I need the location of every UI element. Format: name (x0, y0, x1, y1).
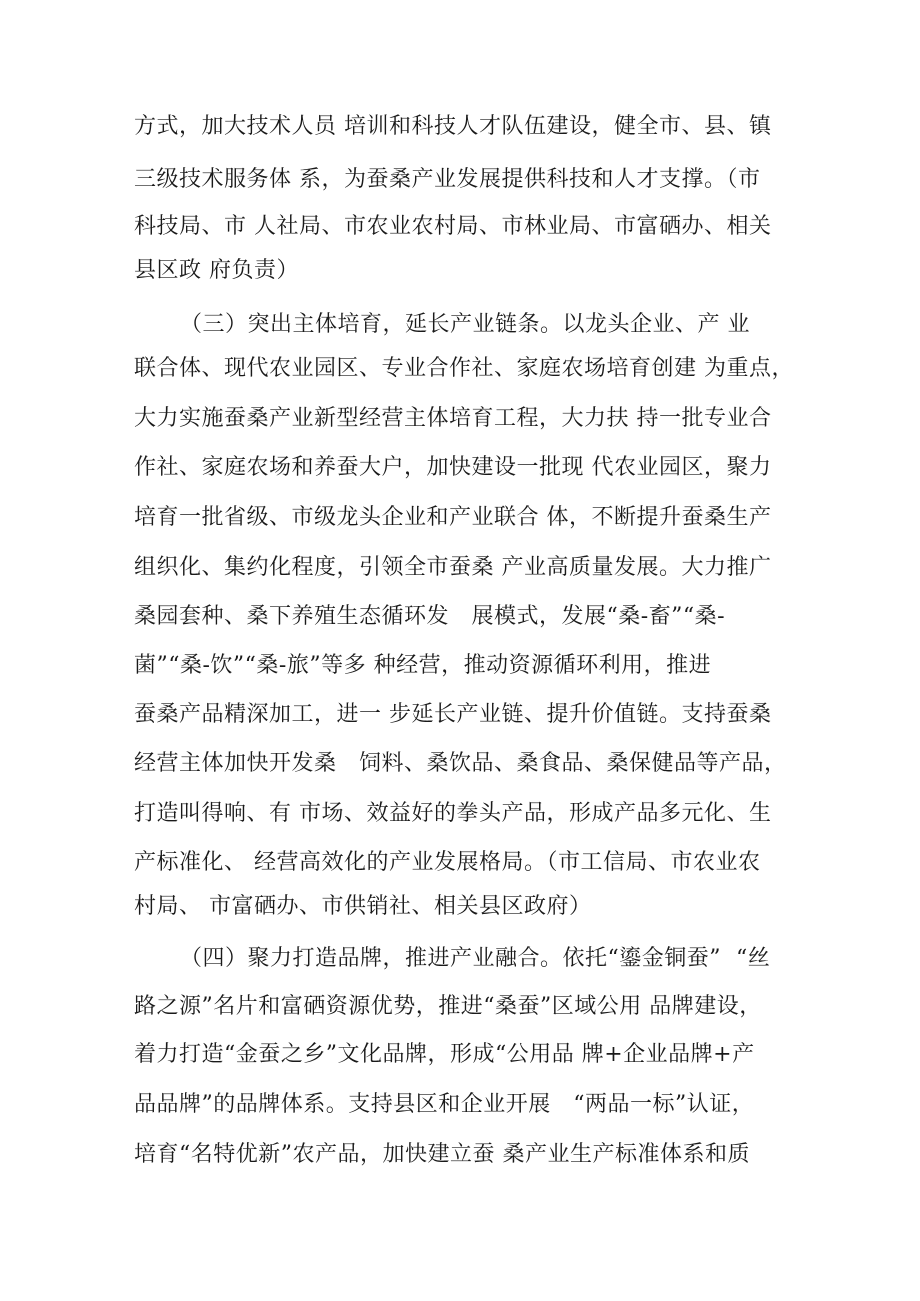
text-line-16: 产标准化、 经营高效化的产业发展格局。（市工信局、市农业农 (134, 850, 761, 875)
text-line-8: 作社、家庭农场和养蚕大户，加快建设一批现 代农业园区，聚力 (134, 455, 772, 480)
text-line-4: 县区政 府负责） (134, 258, 299, 283)
text-line-19: 路之源”名片和富硒资源优势，推进“桑蚕”区域公用 品牌建设， (134, 994, 762, 1019)
text-line-5: （三）突出主体培育，延长产业链条。以龙头企业、产 业 (180, 312, 750, 337)
text-line-9: 培育一批省级、市级龙头企业和产业联合 体，不断提升蚕桑生产 (134, 505, 772, 530)
text-line-7: 大力实施蚕桑产业新型经营主体培育工程，大力扶 持一批专业合 (134, 406, 772, 431)
text-line-6: 联合体、现代农业园区、专业合作社、家庭农场培育创建 为重点， (134, 356, 794, 381)
text-line-10: 组织化、集约化程度，引领全市蚕桑 产业高质量发展。大力推广 (134, 555, 772, 580)
text-line-22: 培育“名特优新”农产品，加快建立蚕 桑产业生产标准体系和质 (134, 1142, 750, 1167)
text-line-21: 品品牌”的品牌体系。支持县区和企业开展 “两品一标”认证， (134, 1092, 755, 1117)
text-line-18: （四）聚力打造品牌，推进产业融合。依托“鎏金铜蚕” “丝 (180, 946, 771, 971)
text-line-12: 菌”“桑-饮”“桑-旅”等多 种经营，推动资源循环利用，推进 (134, 653, 712, 678)
text-line-11: 桑园套种、桑下养殖生态循环发 展模式，发展“桑-畜”“桑- (134, 604, 726, 629)
text-line-3: 科技局、市 人社局、市农业农村局、市林业局、市富硒办、相关 (134, 214, 772, 239)
text-line-1: 方式，加大技术人员 培训和科技人才队伍建设，健全市、县、镇 (134, 114, 772, 139)
text-line-15: 打造叫得响、有 市场、效益好的拳头产品，形成产品多元化、生 (134, 801, 772, 826)
text-line-2: 三级技术服务体 系，为蚕桑产业发展提供科技和人才支撑。（市 (134, 167, 761, 192)
text-line-14: 经营主体加快开发桑 饲料、桑饮品、桑食品、桑保健品等产品， (134, 751, 787, 776)
text-line-17: 村局、 市富硒办、市供销社、相关县区政府） (134, 894, 592, 919)
text-line-13: 蚕桑产品精深加工，进一 步延长产业链、提升价值链。支持蚕桑 (134, 702, 772, 727)
text-line-20: 着力打造“金蚕之乡”文化品牌，形成“公用品 牌+企业品牌+产 (134, 1042, 755, 1067)
